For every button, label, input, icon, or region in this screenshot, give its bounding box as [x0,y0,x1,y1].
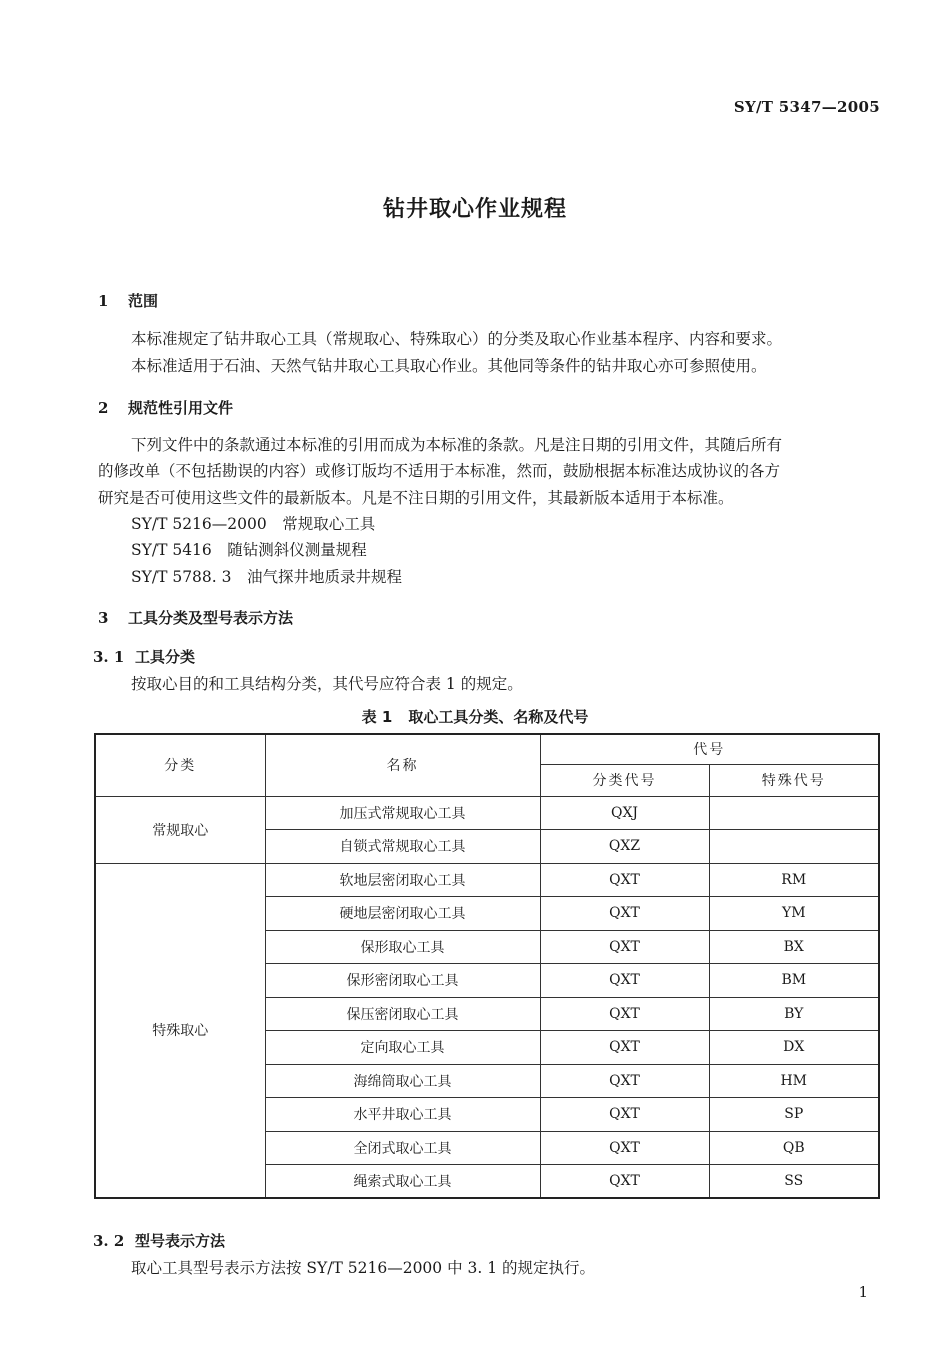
section-title: 规范性引用文件 [128,399,234,417]
name-cell: 软地层密闭取心工具 [265,863,540,897]
section-3-heading [98,607,293,628]
table-row [95,796,879,830]
name-cell: 自锁式常规取心工具 [265,830,540,864]
section-1-paragraph-1: 本标准规定了钻井取心工具（常规取心、特殊取心）的分类及取心作业基本程序、内容和要求。 [131,330,783,348]
section-3-1-heading [93,646,195,667]
section-3-2-heading [93,1230,225,1251]
header-special-code: 特殊代号 [709,764,879,796]
special-code-cell: BY [709,997,879,1031]
section-title: 型号表示方法 [135,1232,226,1250]
class-code-cell: QXT [540,1064,709,1098]
category-cell: 常规取心 [95,796,265,863]
section-1-paragraph-2: 本标准适用于石油、天然气钻井取心工具取心作业。其他同等条件的钻井取心亦可参照使用。 [131,357,767,375]
table-1 [94,733,880,1199]
section-2-paragraph-line-2: 的修改单（不包括勘误的内容）或修订版均不适用于本标准，然而，鼓励根据本标准达成协议的各方 [98,462,781,480]
name-cell: 全闭式取心工具 [265,1131,540,1165]
name-cell: 海绵筒取心工具 [265,1064,540,1098]
special-code-cell [709,830,879,864]
reference-item: SY/T 5416 随钻测斜仪测量规程 [131,541,367,559]
header-name: 名称 [265,734,540,796]
table-header-row [95,734,879,764]
special-code-cell: YM [709,897,879,931]
class-code-cell: QXT [540,1131,709,1165]
section-number: 1 [98,292,109,310]
section-title: 工具分类及型号表示方法 [128,609,294,627]
section-number: 3. 2 [93,1232,125,1250]
class-code-cell: QXT [540,1165,709,1199]
section-1-heading [98,290,158,311]
table-row [95,863,879,897]
standard-number: SY/T 5347—2005 [733,98,880,116]
class-code-cell: QXT [540,1098,709,1132]
section-3-1-paragraph: 按取心目的和工具结构分类，其代号应符合表 1 的规定。 [131,675,523,693]
header-category: 分类 [95,734,265,796]
special-code-cell: SP [709,1098,879,1132]
section-3-2-paragraph: 取心工具型号表示方法按 SY/T 5216—2000 中 3. 1 的规定执行。 [131,1259,596,1277]
section-number: 3 [98,609,109,627]
name-cell: 保形取心工具 [265,930,540,964]
document-title: 钻井取心作业规程 [382,197,567,222]
table-label: 表 1 [361,708,393,726]
name-cell: 保压密闭取心工具 [265,997,540,1031]
class-code-cell: QXT [540,1031,709,1065]
special-code-cell [709,796,879,830]
special-code-cell: HM [709,1064,879,1098]
table-1-caption [0,706,950,727]
class-code-cell: QXT [540,997,709,1031]
section-2-paragraph-line-1: 下列文件中的条款通过本标准的引用而成为本标准的条款。凡是注日期的引用文件，其随后所有 [131,436,783,454]
special-code-cell: RM [709,863,879,897]
section-number: 3. 1 [93,648,125,666]
class-code-cell: QXZ [540,830,709,864]
category-cell: 特殊取心 [95,863,265,1198]
name-cell: 绳索式取心工具 [265,1165,540,1199]
name-cell: 加压式常规取心工具 [265,796,540,830]
reference-item: SY/T 5216—2000 常规取心工具 [131,515,376,533]
name-cell: 保形密闭取心工具 [265,964,540,998]
name-cell: 硬地层密闭取心工具 [265,897,540,931]
special-code-cell: SS [709,1165,879,1199]
name-cell: 水平井取心工具 [265,1098,540,1132]
special-code-cell: BX [709,930,879,964]
special-code-cell: BM [709,964,879,998]
class-code-cell: QXT [540,863,709,897]
section-number: 2 [98,399,109,417]
special-code-cell: QB [709,1131,879,1165]
class-code-cell: QXJ [540,796,709,830]
header-code: 代号 [540,734,879,764]
class-code-cell: QXT [540,897,709,931]
special-code-cell: DX [709,1031,879,1065]
table-caption-text: 取心工具分类、名称及代号 [408,708,589,726]
class-code-cell: QXT [540,964,709,998]
class-code-cell: QXT [540,930,709,964]
section-2-heading [98,397,233,418]
header-class-code: 分类代号 [540,764,709,796]
reference-item: SY/T 5788. 3 油气探井地质录井规程 [131,568,403,586]
name-cell: 定向取心工具 [265,1031,540,1065]
section-2-paragraph-line-3: 研究是否可使用这些文件的最新版本。凡是不注日期的引用文件，其最新版本适用于本标准。 [98,489,734,507]
section-title: 范围 [128,292,159,310]
section-title: 工具分类 [135,648,196,666]
page-number: 1 [858,1283,868,1301]
